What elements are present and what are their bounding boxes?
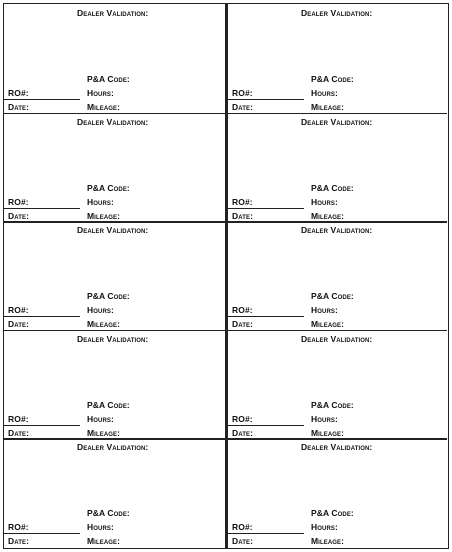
hours-label: Hours:	[87, 88, 114, 98]
validation-card	[4, 4, 225, 113]
ro-number-label: RO#:	[232, 305, 253, 315]
mileage-label: Mileage:	[311, 536, 345, 546]
date-label: Date:	[232, 210, 254, 221]
validation-card	[228, 221, 447, 330]
dealer-validation-label: Dealer Validation:	[301, 442, 373, 452]
dealer-validation-label: Dealer Validation:	[77, 333, 149, 344]
dealer-validation-label: Dealer Validation:	[77, 442, 149, 452]
ro-number-label: RO#:	[8, 196, 29, 207]
dealer-validation-label: Dealer Validation:	[77, 116, 149, 127]
mileage-label: Mileage:	[311, 102, 345, 112]
date-label: Date:	[232, 319, 254, 329]
validation-card	[228, 4, 447, 113]
ro-underline	[4, 208, 80, 209]
ro-underline	[4, 316, 80, 317]
ro-underline	[4, 99, 80, 100]
mileage-label: Mileage:	[311, 319, 345, 329]
card-divider	[4, 330, 225, 332]
pa-code-label: P&A Code:	[311, 74, 354, 84]
ro-underline	[228, 316, 304, 317]
ro-number-label: RO#:	[8, 413, 29, 424]
dealer-validation-label: Dealer Validation:	[301, 8, 373, 18]
mileage-label: Mileage:	[87, 210, 121, 221]
hours-label: Hours:	[311, 413, 338, 424]
dealer-validation-label: Dealer Validation:	[301, 225, 373, 235]
validation-card	[228, 330, 447, 439]
date-label: Date:	[232, 536, 254, 546]
ro-number-label: RO#:	[232, 196, 253, 207]
hours-label: Hours:	[87, 196, 114, 207]
card-divider	[4, 221, 225, 223]
validation-sheet	[3, 3, 449, 549]
pa-code-label: P&A Code:	[87, 508, 130, 518]
pa-code-label: P&A Code:	[87, 74, 130, 84]
pa-code-label: P&A Code:	[311, 291, 354, 301]
hours-label: Hours:	[311, 522, 338, 532]
ro-number-label: RO#:	[232, 88, 253, 98]
date-label: Date:	[8, 210, 30, 221]
pa-code-label: P&A Code:	[87, 399, 130, 410]
mileage-label: Mileage:	[87, 319, 121, 329]
hours-label: Hours:	[87, 413, 114, 424]
pa-code-label: P&A Code:	[311, 508, 354, 518]
pa-code-label: P&A Code:	[87, 182, 130, 193]
ro-underline	[4, 533, 80, 534]
hours-label: Hours:	[87, 522, 114, 532]
date-label: Date:	[8, 427, 30, 438]
validation-card	[4, 113, 225, 222]
hours-label: Hours:	[87, 305, 114, 315]
date-label: Date:	[8, 536, 30, 546]
pa-code-label: P&A Code:	[311, 182, 354, 193]
ro-number-label: RO#:	[8, 522, 29, 532]
mileage-label: Mileage:	[87, 536, 121, 546]
ro-number-label: RO#:	[8, 88, 29, 98]
hours-label: Hours:	[311, 88, 338, 98]
dealer-validation-label: Dealer Validation:	[301, 116, 373, 127]
ro-number-label: RO#:	[232, 522, 253, 532]
card-divider	[4, 438, 225, 440]
ro-underline	[228, 208, 304, 209]
mileage-label: Mileage:	[87, 427, 121, 438]
hours-label: Hours:	[311, 196, 338, 207]
ro-number-label: RO#:	[232, 413, 253, 424]
dealer-validation-label: Dealer Validation:	[77, 8, 149, 18]
dealer-validation-label: Dealer Validation:	[77, 225, 149, 235]
date-label: Date:	[232, 427, 254, 438]
date-label: Date:	[8, 319, 30, 329]
ro-underline	[228, 425, 304, 426]
pa-code-label: P&A Code:	[311, 399, 354, 410]
dealer-validation-label: Dealer Validation:	[301, 333, 373, 344]
card-divider	[228, 113, 447, 115]
validation-card	[228, 113, 447, 222]
validation-card	[228, 438, 447, 547]
date-label: Date:	[8, 102, 30, 112]
hours-label: Hours:	[311, 305, 338, 315]
ro-number-label: RO#:	[8, 305, 29, 315]
mileage-label: Mileage:	[311, 210, 345, 221]
pa-code-label: P&A Code:	[87, 291, 130, 301]
validation-card	[4, 438, 225, 547]
ro-underline	[228, 99, 304, 100]
date-label: Date:	[232, 102, 254, 112]
mileage-label: Mileage:	[311, 427, 345, 438]
card-divider	[228, 221, 447, 223]
validation-card	[4, 330, 225, 439]
card-divider	[4, 113, 225, 115]
mileage-label: Mileage:	[87, 102, 121, 112]
ro-underline	[228, 533, 304, 534]
card-divider	[228, 438, 447, 440]
validation-card	[4, 221, 225, 330]
ro-underline	[4, 425, 80, 426]
card-divider	[228, 330, 447, 332]
